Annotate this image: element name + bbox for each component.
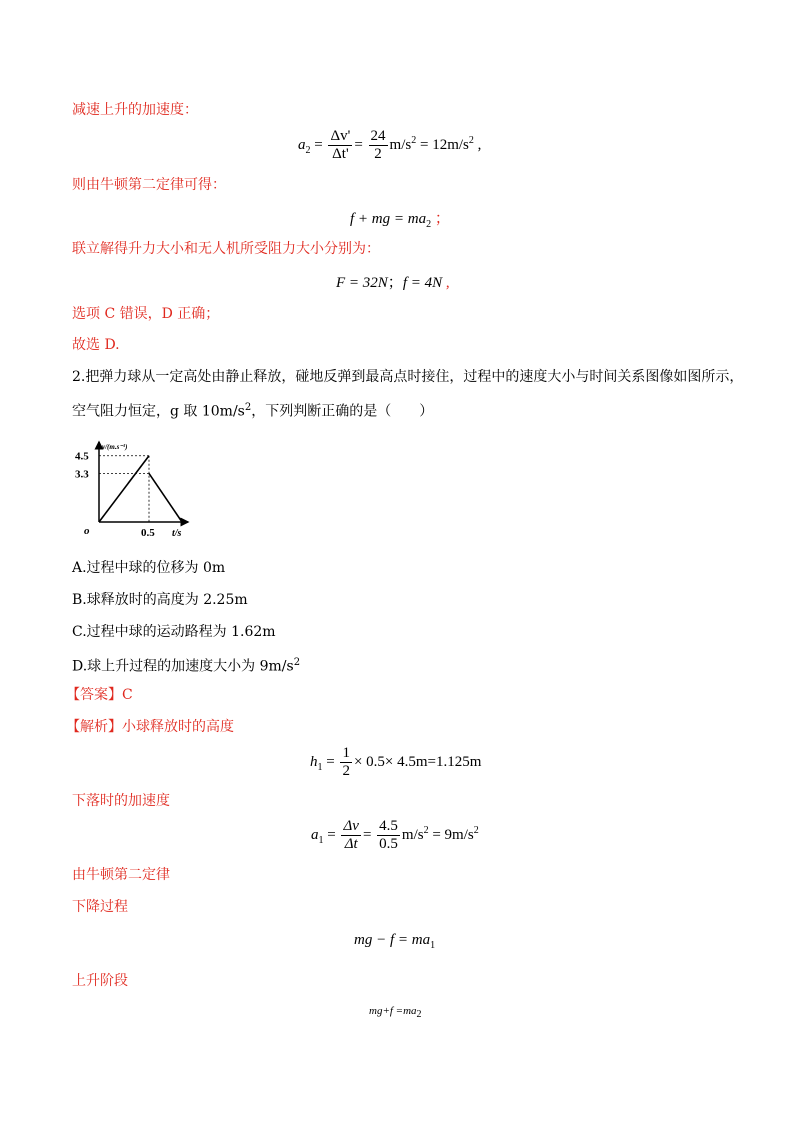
- newton2-label: 由牛顿第二定律: [72, 867, 170, 883]
- analysis-tag: 【解析】: [66, 719, 122, 735]
- series-line-fall: [99, 456, 149, 522]
- question-2-line-1: 2.把弹力球从一定高处由静止释放，碰地反弹到最高点时接住，过程中的速度大小与时间关系图像如图所示，: [72, 369, 744, 385]
- y-tick-label: 4.5: [75, 450, 89, 463]
- equation-f-mg: f + mg = $ma_2$ ；: [350, 211, 450, 230]
- question-2-line-2: 空气阻力恒定，g 取 $10m/s^2$，下列判断正确的是（ ）: [72, 402, 434, 420]
- equation-h1: $h_1$ = $\frac{1}{2}$ × 0.5× 4.5m=1.125m: [310, 745, 482, 779]
- analysis-line: [66, 718, 234, 736]
- x-tick-label: 0.5: [141, 527, 155, 539]
- answer-line: [66, 686, 133, 704]
- analysis-text: 小球释放时的高度: [122, 719, 234, 735]
- x-axis-label: t/s: [172, 528, 182, 539]
- equation-ascend: $mg+f =ma_2$: [369, 1005, 422, 1021]
- equation-descend: mg − $f = ma_1$: [354, 932, 436, 951]
- option-b: B.球释放时的高度为 2.25m: [72, 592, 248, 608]
- ascend-label: 上升阶段: [72, 973, 128, 989]
- equation-a2: $a_2$ = $\frac{\Delta v'}{\Delta t'}$ = $\frac{24}{2}$ $m/s^2 = 12m/s^2$ ,: [298, 128, 482, 162]
- equation-forces: F = 32N；f = 4N ,: [336, 275, 450, 291]
- option-a: A.过程中球的位移为 0m: [72, 560, 226, 576]
- choose-d: 故选 D.: [72, 337, 120, 353]
- y-axis-label: v/(m.s⁻¹): [102, 443, 128, 451]
- decel-accel-label: 减速上升的加速度：: [72, 102, 198, 118]
- newton-label: 则由牛顿第二定律可得：: [72, 177, 226, 193]
- equation-a1: $a_1$ = $\frac{\Delta v}{\Delta t}$ = $\frac{4.5}{0.5}$ $m/s^2 = 9m/s^2$: [311, 818, 479, 852]
- answer-value: C: [122, 687, 133, 703]
- solve-label: 联立解得升力大小和无人机所受阻力大小分别为：: [72, 241, 380, 257]
- descend-label: 下降过程: [72, 899, 128, 915]
- velocity-time-chart: [70, 436, 200, 546]
- origin-label: o: [84, 525, 90, 537]
- fall-accel-label: 下落时的加速度: [72, 793, 170, 809]
- y-tick-label: 3.3: [75, 468, 89, 481]
- answer-tag: 【答案】: [66, 687, 122, 703]
- option-d: D.球上升过程的加速度大小为 $9m/s^2$: [72, 657, 301, 675]
- option-c: C.过程中球的运动路程为 1.62m: [72, 624, 276, 640]
- option-c-d: 选项 C 错误，D 正确；: [72, 306, 220, 322]
- series-line-rise: [149, 473, 182, 522]
